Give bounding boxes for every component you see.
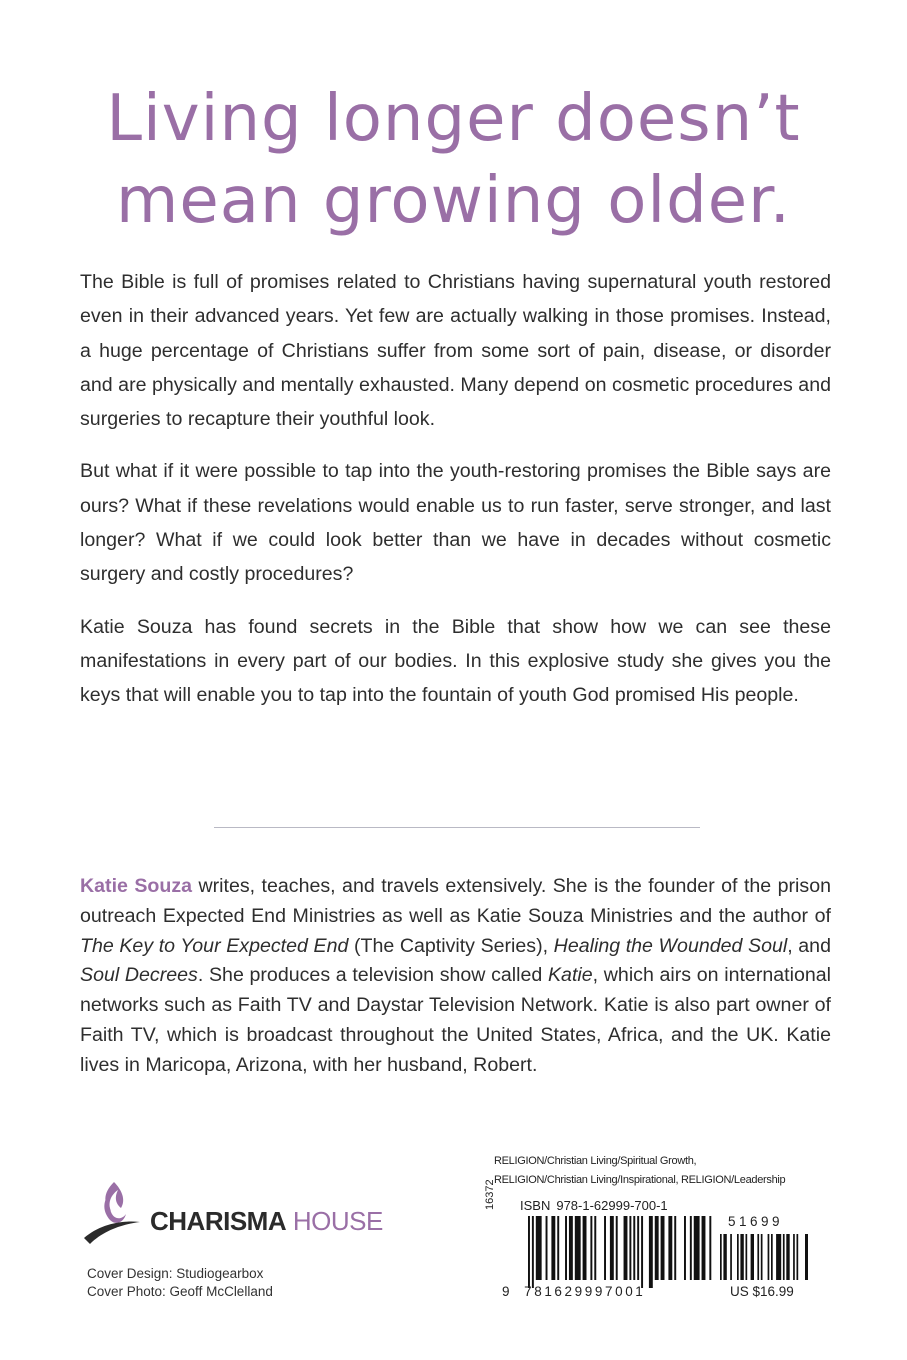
barcode-bar xyxy=(661,1216,665,1280)
cover-photo-credit: Cover Photo: Geoff McClelland xyxy=(87,1284,273,1299)
barcode-bar xyxy=(633,1216,635,1280)
category-line-1: RELIGION/Christian Living/Spiritual Growth, xyxy=(494,1155,697,1167)
barcode-bar xyxy=(610,1216,614,1280)
cover-credits xyxy=(87,1265,273,1301)
barcode-bar xyxy=(532,1216,534,1288)
isbn-label: ISBN xyxy=(520,1198,551,1213)
barcode-bar xyxy=(637,1216,639,1280)
barcode-bar xyxy=(709,1216,711,1280)
barcode-bar xyxy=(641,1216,643,1288)
barcode-bar xyxy=(629,1216,631,1280)
ean-remaining-digits: 781629997001 xyxy=(524,1284,646,1299)
barcode-bar xyxy=(546,1216,548,1280)
cover-design-credit: Cover Design: Studiogearbox xyxy=(87,1266,264,1281)
barcode-bar xyxy=(604,1216,606,1280)
bio-text-4: . She produces a television show called xyxy=(197,964,548,987)
isbn-line xyxy=(520,1198,668,1213)
barcode-bar xyxy=(594,1216,596,1280)
publisher-name-light: HOUSE xyxy=(286,1206,383,1236)
section-divider xyxy=(214,827,700,828)
barcode-bar xyxy=(761,1234,763,1280)
ean-digits xyxy=(502,1284,712,1299)
side-code: 16372 xyxy=(484,1179,496,1210)
barcode-bar xyxy=(616,1216,618,1280)
barcode-bar xyxy=(565,1216,567,1280)
headline xyxy=(0,78,907,242)
barcode-bar xyxy=(776,1234,781,1280)
barcode-bar xyxy=(575,1216,581,1280)
addon-barcode-bars xyxy=(720,1234,808,1288)
barcode-bar xyxy=(674,1216,676,1280)
isbn-number: 978-1-62999-700-1 xyxy=(556,1198,668,1213)
publisher-name-bold: CHARISMA xyxy=(150,1206,287,1236)
author-name: Katie Souza xyxy=(80,875,193,897)
barcode-bar xyxy=(684,1216,686,1280)
bio-text-3: , and xyxy=(787,934,831,957)
barcode-bar xyxy=(730,1234,732,1280)
barcode-bar xyxy=(723,1234,726,1280)
publisher-name xyxy=(150,1206,383,1237)
barcode-bar xyxy=(786,1234,789,1280)
description-paragraph-2: But what if it were possible to tap into the youth-restoring promises the Bible says are ours? What if these revelations would enable us to run faster, serve stronger, and last longer? What if we could look better than we have in decades without cosmetic surgery and costly procedures? xyxy=(80,460,831,586)
barcode-bar xyxy=(557,1216,559,1280)
publisher-logo xyxy=(80,1178,410,1248)
barcode-bar xyxy=(740,1234,743,1280)
barcode-bar xyxy=(528,1216,530,1288)
barcode-bar xyxy=(793,1234,795,1280)
bio-text-2: (The Captivity Series), xyxy=(348,934,554,957)
category-line-2: RELIGION/Christian Living/Inspirational, RELIGION/Leadership xyxy=(494,1174,786,1186)
headline-line-1: Living longer doesn’t xyxy=(106,82,801,156)
bio-text-5: , which airs on international networks such as Faith TV and Daystar Television Network. Katie is also part owner of Faith TV, which is broadcast throughout the United States, Africa, and the UK. Katie lives in Maricopa, Arizona, with her husband, Robert. xyxy=(80,964,831,1076)
barcode-bar xyxy=(583,1216,587,1280)
barcode-bar xyxy=(668,1216,672,1280)
description-paragraph-1: The Bible is full of promises related to Christians having supernatural youth restored even in their advanced years. Yet few are actually walking in those promises. Instead, a huge percentage of Christians suffer from some sort of pain, disease, or disorder and are physically and mentally exhausted. Many depend on cosmetic procedures and surgeries to recapture their youthful look. xyxy=(80,271,831,431)
description-paragraph-3: Katie Souza has found secrets in the Bible that show how we can see these manifestations in every part of our bodies. In this explosive study she gives you the keys that will enable you to tap into the fountain of youth God promised His people. xyxy=(80,615,831,707)
flame-logo-icon xyxy=(80,1178,146,1248)
barcode-bar xyxy=(590,1216,592,1280)
barcode-bar xyxy=(751,1234,754,1280)
barcode-bar xyxy=(702,1216,706,1280)
barcode-bar xyxy=(569,1216,573,1280)
barcode-bar xyxy=(551,1216,555,1280)
book-title-3: Soul Decrees xyxy=(80,964,198,987)
show-title: Katie xyxy=(547,964,593,987)
headline-line-2: mean growing older. xyxy=(116,164,791,238)
barcode-bar xyxy=(757,1234,759,1280)
barcode-bar xyxy=(720,1234,722,1280)
barcode-bar xyxy=(624,1216,628,1280)
ean-first-digit: 9 xyxy=(502,1284,513,1299)
barcode-bar xyxy=(737,1234,739,1280)
barcode-bar xyxy=(805,1234,808,1280)
author-bio xyxy=(80,872,831,1081)
barcode-bar xyxy=(797,1234,799,1280)
barcode-bar xyxy=(771,1234,773,1280)
bisac-categories xyxy=(494,1152,834,1190)
barcode-bar xyxy=(649,1216,653,1288)
barcode-bar xyxy=(536,1216,542,1280)
barcode-bar xyxy=(690,1216,692,1280)
bio-text-1: writes, teaches, and travels extensively. She is the founder of the prison outreach Expected End Ministries as well as Katie Souza Ministries and the author of xyxy=(80,875,831,927)
barcode-bar xyxy=(783,1234,785,1280)
price: US $16.99 xyxy=(730,1284,794,1299)
book-title-2: Healing the Wounded Soul xyxy=(553,934,788,957)
book-title-1: The Key to Your Expected End xyxy=(80,934,349,957)
barcode-bar xyxy=(768,1234,770,1280)
addon-digits: 51699 xyxy=(728,1214,784,1229)
book-description xyxy=(80,265,831,731)
barcode-bar xyxy=(655,1216,659,1280)
barcode-bar xyxy=(694,1216,700,1280)
barcode-bar xyxy=(746,1234,748,1280)
ean-barcode-bars xyxy=(528,1216,712,1288)
